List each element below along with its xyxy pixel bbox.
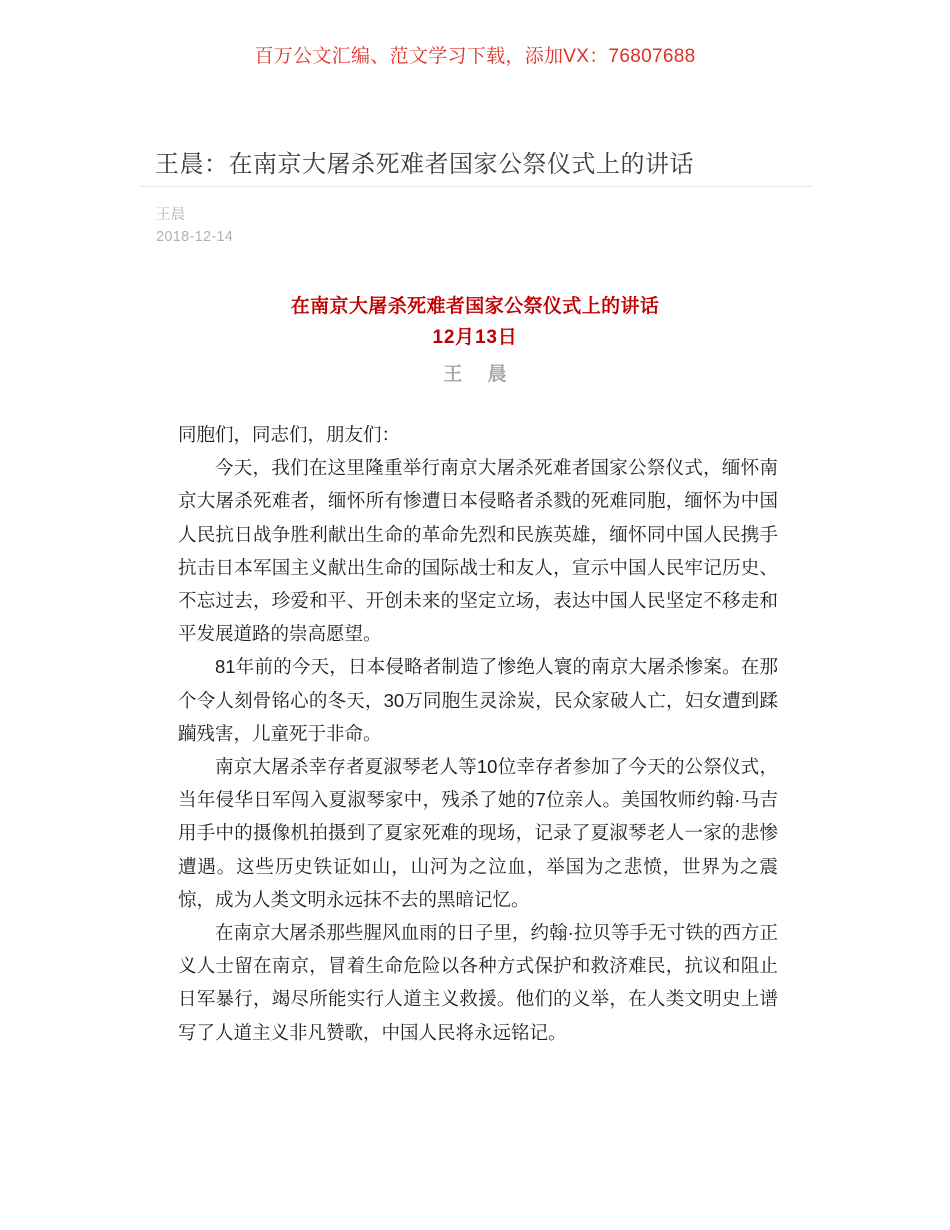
document-heading-date: 12月13日: [432, 327, 518, 348]
body-paragraph: 同胞们，同志们，朋友们：: [178, 424, 401, 445]
title-divider: [140, 186, 812, 187]
document-heading-block: [0, 292, 950, 390]
body-paragraph: 81年前的今天，日本侵略者制造了惨绝人寰的南京大屠杀惨案。在那个令人刻骨铭心的冬天，30万同胞生灵涂炭，民众家破人亡，妇女遭到蹂躏残害，儿童死于非命。: [178, 656, 778, 744]
byline-date: 2018-12-14: [156, 229, 234, 245]
body-paragraph: 南京大屠杀幸存者夏淑琴老人等10位幸存者参加了今天的公祭仪式，当年侵华日军闯入夏淑琴家中，残杀了她的7位亲人。美国牧师约翰·马吉用手中的摄像机拍摄到了夏家死难的现场，记录了夏淑琴老人一家的悲惨遭遇。这些历史铁证如山，山河为之泣血，举国为之悲愤，世界为之震惊，成为人类文明永远抹不去的黑暗记忆。: [178, 756, 778, 910]
page-title: 王晨：在南京大屠杀死难者国家公祭仪式上的讲话: [155, 151, 694, 179]
body-paragraph: 在南京大屠杀那些腥风血雨的日子里，约翰·拉贝等手无寸铁的西方正义人士留在南京，冒着生命危险以各种方式保护和救济难民，抗议和阻止日军暴行，竭尽所能实行人道主义救援。他们的义举，在人类文明史上谱写了人道主义非凡赞歌，中国人民将永远铭记。: [178, 922, 778, 1043]
byline-author: 王晨: [156, 207, 186, 223]
document-heading-title: 在南京大屠杀死难者国家公祭仪式上的讲话: [290, 296, 660, 317]
document-body: [178, 418, 778, 1049]
document-heading-author: 王 晨: [443, 364, 517, 385]
body-paragraph: 今天，我们在这里隆重举行南京大屠杀死难者国家公祭仪式，缅怀南京大屠杀死难者，缅怀所有惨遭日本侵略者杀戮的死难同胞，缅怀为中国人民抗日战争胜利献出生命的革命先烈和民族英雄，缅怀同中国人民携手抗击日本军国主义献出生命的国际战士和友人，宣示中国人民牢记历史、不忘过去，珍爱和平、开创未来的坚定立场，表达中国人民坚定不移走和平发展道路的崇高愿望。: [178, 457, 778, 645]
promo-watermark-banner: 百万公文汇编、范文学习下载，添加VX：76807688: [254, 46, 696, 67]
byline: [156, 204, 233, 248]
